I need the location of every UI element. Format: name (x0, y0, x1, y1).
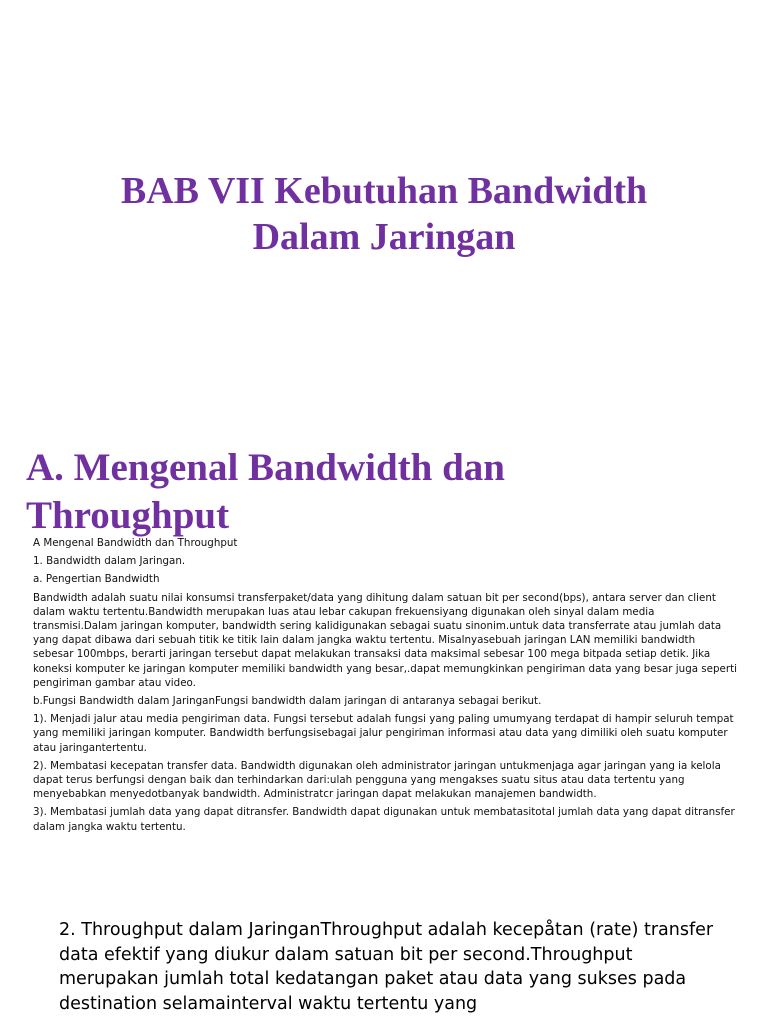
section-heading (26, 444, 746, 540)
slide-title-line-1: BAB VII Kebutuhan Bandwidth (120, 170, 648, 212)
body-paragraph-function-1: 1). Menjadi jalur atau media pengiriman data. Fungsi tersebut adalah fungsi yang paling umumyang terdapat di hampir seluruh tempat yang memiliki jaringan komputer. Bandwidth berfungsisebagai jalur pengiriman informasi atau data yang dimiliki oleh suatu komputer atau jaringantertentu. (33, 713, 734, 754)
slide-title (0, 168, 768, 260)
body-paragraph-function-2: 2). Membatasi kecepatan transfer data. Bandwidth digunakan oleh administrator jaringan untukmenjaga agar jaringan yang ia kelola dapat terus berfungsi dengan baik dan terhindarkan dari:ulah pengguna yang mengakses suatu situs atau data tertentu yang menyebabkan menyedotbanyak bandwidth. Administratcr jaringan dapat melakukan manajemen bandwidth. (33, 759, 721, 801)
body-paragraph-function-heading: b.Fungsi Bandwidth dalam JaringanFungsi bandwidth dalam jaringan di antaranya sebagai berikut. (33, 695, 542, 708)
throughput-paragraph: 2. Throughput dalam JaringanThroughput adalah kecepåtan (rate) transfer data efektif yang diukur dalam satuan bit per second.Throughput merupakan jumlah total kedatangan paket atau data yang sukses pada destination selamainterval waktu tertentu yang (59, 920, 714, 1014)
slide-title-line-2: Dalam Jaringan (252, 216, 516, 258)
body-paragraph-definition-heading: a. Pengertian Bandwidth (33, 573, 160, 586)
body-paragraph-definition: Bandwidth adalah suatu nilai konsumsi transferpaket/data yang dihitung dalam satuan bit per second(bps), antara server dan client dalam waktu tertentu.Bandwidth merupakan luas atau lebar cakupan frekuensiyang digunakan oleh sinyal dalam media transmisi.Dalam jaringan komputer, bandwidth sering kalidigunakan sebagai suatu sinonim.untuk data transferrate atau jumlah data yang dapat dibawa dari sebuah titik ke titik lain dalam jangka waktu tertentu. Misalnyasebuah jaringan LAN memiliki bandwidth sebesar 100mbps, berarti jaringan tersebut dapat melakukan transaksi data maksimal sebesar 100 mega bitpada setiap detik. Jika koneksi komputer ke jaringan komputer memiliki bandwidth yang besar,.dapat memungkinkan pengiriman data yang besar juga seperti pengiriman gambar atau video. (33, 591, 738, 689)
section-heading-line-2: Throughput (26, 494, 230, 537)
body-paragraph-subheading: A Mengenal Bandwidth dan Throughput (33, 537, 238, 549)
body-text-block (33, 536, 738, 838)
body-paragraph-function-3: 3). Membatasi jumlah data yang dapat ditransfer. Bandwidth dapat digunakan untuk membatasitotal jumlah data yang dapat ditransfer dalam jangka waktu tertentu. (33, 806, 735, 833)
section-heading-line-1: A. Mengenal Bandwidth dan (26, 446, 505, 489)
body-paragraph-bandwidth-heading: 1. Bandwidth dalam Jaringan. (33, 555, 186, 568)
